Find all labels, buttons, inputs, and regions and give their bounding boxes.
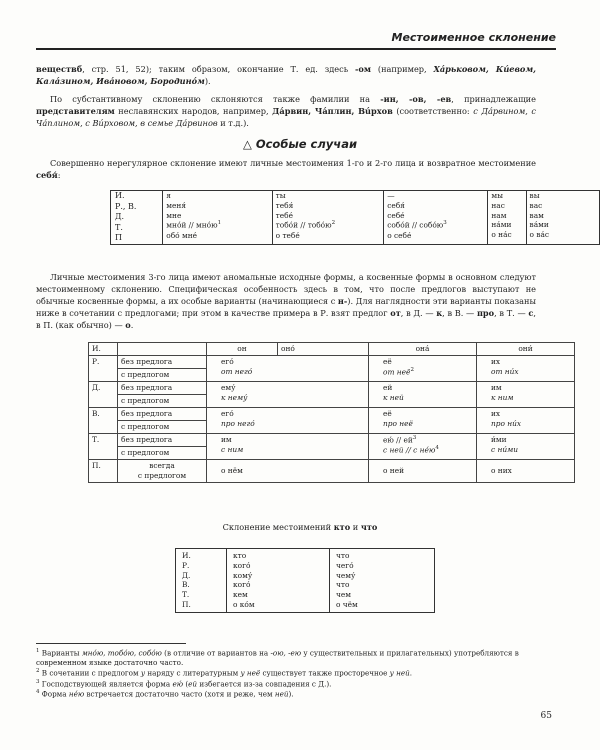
case-column (176, 549, 227, 613)
page-number: 65 (540, 711, 552, 721)
text-cell: с ним (221, 444, 244, 454)
text-cell: с ни́ми (491, 444, 519, 454)
paragraph-irregular (36, 158, 536, 182)
text-cell: о себе́ (387, 230, 412, 240)
text-cell: к ним (491, 392, 514, 402)
text-cell: от ни́х (491, 366, 519, 376)
text-cell: о тебе́ (275, 230, 300, 240)
text-cell: вас (529, 200, 543, 210)
text-cell: Склонение местоимений (222, 522, 334, 532)
text-cell: и (350, 522, 361, 532)
preposition: о (125, 319, 131, 330)
text-cell: И. (89, 343, 118, 356)
text: : (57, 169, 61, 180)
text: Совершенно нерегулярное склонение имеют личные местоимения 1-го и 2-го лица и возвратное местоимение (50, 158, 536, 168)
text-cell: о них (491, 465, 512, 475)
text-cell: с предлогом (118, 369, 207, 382)
text-cell: их (491, 409, 501, 418)
text-cell: я (166, 191, 171, 200)
text-cell: -ою, -ею (270, 648, 302, 658)
text-cell: всегда (149, 461, 175, 470)
term: себя́ (36, 169, 58, 180)
text-cell: тебе́ (275, 210, 293, 220)
kto-chto-table (175, 548, 435, 613)
text-cell: о на́с (491, 230, 512, 240)
text: , стр. 51, 52); таким образом, окончание Т. ед. здесь (82, 64, 356, 74)
column-sebya (384, 191, 488, 245)
text-cell: о нём (221, 465, 243, 475)
text-cell: ( (183, 678, 189, 688)
text: По субстантивному склонению склоняются также фамилии на (50, 94, 381, 104)
column-my (488, 191, 526, 245)
text-cell: о ко́м (233, 599, 255, 609)
text-cell: 2 (331, 220, 336, 227)
prefix: н- (337, 295, 348, 306)
text-cell: про неё (383, 418, 413, 428)
text-cell: ты (275, 191, 286, 200)
paragraph-third-person (36, 272, 536, 331)
text-cell: ва́ми (529, 220, 549, 230)
text-cell: Форма (39, 689, 69, 699)
text-cell: кому́ (233, 570, 253, 580)
footnote-rule (36, 643, 186, 644)
text-cell: меня́ (166, 200, 186, 210)
column-chto (330, 549, 435, 613)
column-kto (227, 549, 330, 613)
paragraph-surnames (36, 94, 536, 130)
text-cell: от неё (383, 367, 411, 377)
examples: Хáрьковом, Кúевом, Калáзином, Ивáновом, Бородинóм (36, 64, 536, 86)
text-cell: чем (336, 590, 352, 600)
personal-pronouns-table (110, 190, 600, 245)
text-cell: она́ (369, 343, 477, 356)
text-cell: Р., В. (115, 201, 137, 211)
text-cell: чему́ (336, 570, 356, 580)
text-cell: они́ (477, 343, 575, 356)
column-ya (163, 191, 272, 245)
text-cell: от него́ (221, 366, 253, 376)
text-cell: про него́ (221, 418, 255, 428)
table-row-dative (89, 382, 575, 395)
footnote-4 (36, 689, 536, 699)
text-cell: чего́ (336, 560, 354, 570)
text-cell: И. (182, 551, 191, 560)
column-ty (272, 191, 384, 245)
text-cell: мне (166, 210, 182, 220)
table-row-instrumental (89, 434, 575, 447)
table3-title (0, 522, 600, 534)
text-cell: что (360, 522, 378, 532)
text-cell: о чём (336, 599, 358, 609)
text: ). (204, 75, 211, 86)
text-cell: без предлога (118, 356, 207, 369)
text-cell: о ней (383, 465, 405, 475)
text-cell: к ней (383, 392, 404, 402)
text-cell: с предлогом (137, 470, 187, 480)
column-vy (526, 191, 599, 245)
examples-italic: с Дáрвином, с Чáплином, с Вúрховом, в семье Дáрвинов (36, 105, 536, 128)
text-cell: про ни́х (491, 418, 522, 428)
third-person-table (88, 342, 575, 483)
text-cell: им (491, 383, 502, 392)
term: веществб (36, 64, 83, 74)
text-cell: 3 (443, 220, 447, 227)
text-cell: без предлога (118, 434, 207, 447)
text-cell: тобо́й // тобо́ю (275, 220, 332, 230)
text-cell: Господствующей является форма (39, 678, 173, 688)
text-cell: ей (383, 383, 393, 392)
text-cell: кто (333, 522, 351, 532)
text: неславянских народов, например, (114, 105, 273, 116)
table-row-prepositional (89, 460, 575, 483)
text-cell: нас (491, 200, 505, 210)
text-cell: П. (182, 599, 191, 609)
table-row-header (89, 343, 575, 356)
text-cell: существует также просторечное (260, 668, 390, 678)
text: , в Т. — (494, 307, 529, 318)
text-cell: тебя́ (275, 200, 294, 210)
text-cell: Т. (115, 222, 123, 232)
text-cell: 2 (36, 668, 40, 675)
text-cell: его́ (221, 357, 234, 366)
footnote-2 (36, 668, 536, 678)
text-cell: без предлога (118, 408, 207, 421)
text-cell: — (387, 191, 395, 200)
text-cell: ей (188, 678, 198, 688)
text-cell: на́ми (491, 220, 512, 230)
text-cell: мы (491, 191, 503, 200)
text-cell: им (221, 435, 232, 444)
text-cell: вам (529, 210, 544, 220)
preposition: от (390, 307, 401, 318)
paragraph-continued (36, 64, 536, 88)
text-cell: его́ (221, 409, 234, 418)
text: , принадлежащие (451, 94, 536, 104)
text-cell: собо́й // собо́ю (387, 220, 444, 230)
text-cell: Д. (115, 212, 125, 222)
text-cell: Варианты (39, 648, 82, 658)
text-cell: кого́ (233, 560, 251, 570)
text-cell: Д. (89, 382, 118, 408)
text-cell: ею́ (172, 678, 184, 688)
text-cell: себе́ (387, 210, 405, 220)
footnote-3 (36, 679, 536, 689)
text-cell: (в отличие от вариантов на (161, 648, 271, 658)
text-cell: В сочетании с предлогом (39, 668, 141, 678)
text-cell: её (383, 357, 392, 366)
text: . (130, 319, 134, 330)
text-cell: наряду с литературным (145, 668, 241, 678)
footnote-1 (36, 648, 536, 668)
text-cell: кем (233, 590, 248, 600)
text: , в П. (как обычно) — (36, 307, 536, 330)
text-cell: у неё (240, 668, 261, 678)
text-cell: себя́ (387, 200, 405, 210)
preposition: к (436, 307, 443, 318)
text-cell: с предлогом (118, 395, 207, 408)
text: , в В. — (442, 307, 477, 318)
text-cell: их (491, 357, 501, 366)
text-cell: Д. (182, 570, 191, 580)
text-cell: оно́ (278, 343, 369, 356)
text-cell: мно́ю, тобо́ю, собо́ю (81, 648, 162, 658)
text-cell: 1 (217, 220, 222, 227)
text-cell: к нему́ (221, 392, 248, 402)
text-cell: В. (182, 580, 190, 590)
text-cell: . (409, 668, 413, 678)
text-cell: мно́й // мно́ю (166, 220, 218, 230)
text-cell: ему́ (221, 383, 236, 392)
text-cell: её (383, 409, 392, 418)
text-cell: без предлога (118, 382, 207, 395)
text-cell: Р. (89, 356, 118, 382)
text-cell: у существительных и прилагательных) употребляются в современном языке достаточно часто. (36, 648, 519, 668)
ending: -ом (355, 64, 372, 74)
section-title: △ Особые случаи (242, 137, 358, 151)
running-head (36, 30, 556, 50)
running-head-title: Местоименное склонение (391, 31, 556, 44)
examples: Дáрвин, Чáплин, Вúрхов (272, 105, 393, 116)
text-cell: В. (89, 408, 118, 434)
text-cell: 1 (36, 648, 40, 654)
suffixes: -ин, -ов, -ев (380, 94, 452, 104)
text: и т.д.). (217, 117, 249, 128)
term: представителям (36, 105, 115, 116)
text-cell: П (115, 233, 122, 243)
footnotes (36, 648, 536, 699)
text-cell: с предлогом (118, 447, 207, 460)
preposition: про (476, 307, 495, 318)
text-cell: 4 (36, 688, 40, 695)
text-cell: у ней (389, 668, 410, 678)
text-cell: 3 (412, 435, 417, 441)
text-cell: обо́ мне́ (166, 230, 198, 240)
text: (например, (371, 64, 434, 74)
case-column (111, 191, 163, 245)
text-cell: с ней // с не́ю (383, 445, 436, 455)
text-cell: с предлогом (118, 421, 207, 434)
text-cell: Р. (182, 560, 190, 570)
text-cell: нам (491, 210, 507, 220)
text-cell: избегается из-за совпадения с Д.). (197, 678, 332, 688)
text-cell: 2 (410, 366, 414, 373)
text-cell: кто (233, 551, 247, 560)
text-cell: он (207, 343, 278, 356)
text-cell: вы (529, 191, 540, 200)
table-row-accusative (89, 408, 575, 421)
table-row-genitive (89, 356, 575, 369)
text-cell: кого́ (233, 580, 251, 590)
text: Личные местоимения 3-го лица имеют аномальные исходные формы, а косвенные формы в основном следуют местоименному склонению. Специфическая особенность здесь в том, что после предлогов выступают не обычные косвенные формы, а их особые варианты (начинающиеся с (36, 272, 536, 306)
text-cell: встречается достаточно часто (хотя и реже, чем (84, 689, 275, 699)
text-cell: 3 (36, 678, 40, 685)
text-cell: о ва́с (529, 230, 550, 240)
text-cell: И. (115, 191, 125, 200)
text-cell: ). (288, 689, 294, 699)
text: , в Д. — (400, 307, 437, 318)
text: (соответственно: (392, 105, 474, 116)
text-cell: 4 (435, 445, 439, 452)
text-cell: П. (89, 460, 118, 483)
text-cell: не́ю (68, 689, 85, 699)
text-cell: у (140, 668, 146, 678)
preposition: с (528, 307, 534, 318)
text: ). Для наглядности эти варианты показаны ниже в сочетании с предлогами; при этом в качестве примера в Р. взят предлог (36, 295, 536, 318)
text-cell: ней (274, 689, 289, 699)
text-cell: Т. (182, 590, 190, 600)
text-cell: что (336, 580, 350, 590)
text-cell: ею́ // ей (383, 435, 413, 445)
text-cell: что (336, 551, 350, 560)
text-cell: и́ми (491, 435, 507, 444)
text-cell: Т. (89, 434, 118, 460)
